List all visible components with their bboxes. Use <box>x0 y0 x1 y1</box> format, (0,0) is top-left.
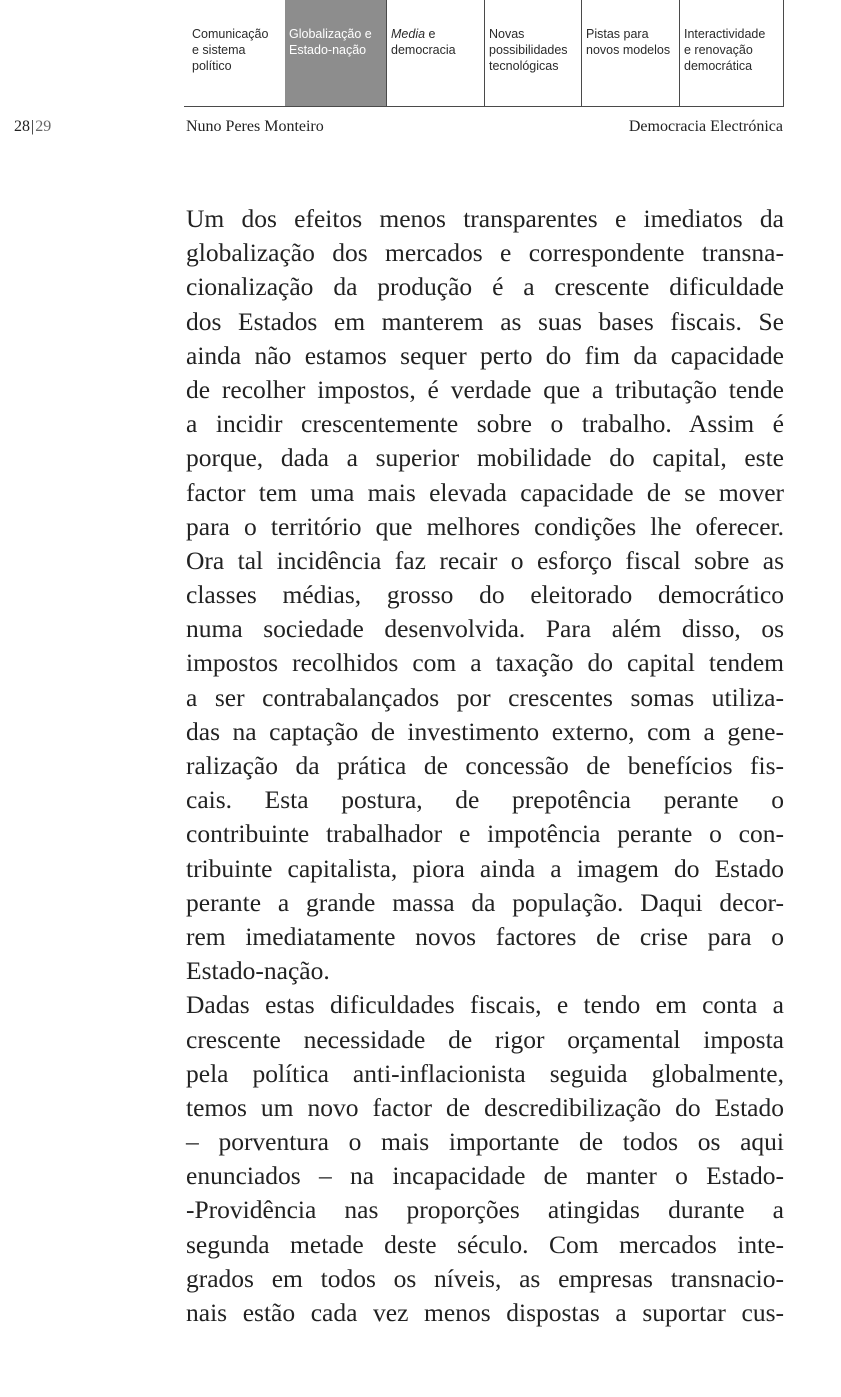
tab-label-line: tecnológicas <box>489 59 559 73</box>
header-divider <box>184 106 784 107</box>
text-line: a incidir crescentemente sobre o trabalho. Assim é <box>186 409 784 439</box>
paragraph <box>186 988 784 1330</box>
tab-interactividade[interactable] <box>679 0 784 106</box>
text-line: perante a grande massa da população. Daqui decor- <box>186 887 784 917</box>
tab-label-line: Estado-nação <box>289 43 367 57</box>
tab-label-line: democracia <box>391 43 456 57</box>
text-line: temos um novo factor de descredibilização do Estado <box>186 1092 784 1122</box>
tab-label-line: novos modelos <box>586 43 671 57</box>
section-tabs <box>184 0 784 106</box>
tab-label-line: e renovação <box>684 43 753 57</box>
text-line: Um dos efeitos menos transparentes e imediatos da <box>186 204 784 233</box>
text-line: ralização da prática de concessão de benefícios fis- <box>186 751 784 780</box>
text-line: cais. Esta postura, de prepotência perante o <box>186 785 784 815</box>
tab-label-line: Comunicação <box>192 27 269 41</box>
text-line: segunda metade deste século. Com mercados inte- <box>186 1229 784 1259</box>
text-line: numa sociedade desenvolvida. Para além disso, os <box>186 614 784 644</box>
book-title: Democracia Electrónica <box>628 118 783 135</box>
text-line: nais estão cada vez menos dispostas a suportar cus- <box>186 1298 784 1327</box>
tab-label-italic-word: Media <box>391 27 426 41</box>
tab-label-line: possibilidades <box>489 43 568 57</box>
text-line: crescente necessidade de rigor orçamental imposta <box>186 1024 784 1054</box>
page-number-separator: | <box>31 118 35 135</box>
page-number-right: 29 <box>35 118 52 135</box>
text-line: Estado-nação. <box>186 956 330 986</box>
text-line: grados em todos os níveis, as empresas transnacio- <box>186 1263 784 1293</box>
text-line: porque, dada a superior mobilidade do capital, este <box>186 443 784 473</box>
author-name: Nuno Peres Monteiro <box>186 118 324 135</box>
tab-pistas-novos-modelos[interactable] <box>581 0 679 106</box>
page-number-left: 28 <box>14 118 30 135</box>
text-line: factor tem uma mais elevada capacidade de se mover <box>186 477 784 507</box>
text-line: pela política anti-inflacionista seguida globalmente, <box>186 1058 784 1088</box>
page-number <box>14 118 51 136</box>
text-line: classes médias, grosso do eleitorado democrático <box>186 580 784 610</box>
text-line: contribuinte trabalhador e impotência perante o con- <box>186 819 784 849</box>
text-line: cionalização da produção é a crescente dificuldade <box>186 272 784 302</box>
text-line: de recolher impostos, é verdade que a tributação tende <box>186 374 784 404</box>
text-line: globalização dos mercados e correspondente transna- <box>186 238 784 268</box>
tab-label-line: político <box>192 59 232 73</box>
tab-label-line: Novas <box>489 27 525 41</box>
tab-globalizacao-estado-nacao[interactable] <box>285 0 386 106</box>
tab-novas-possibilidades[interactable] <box>484 0 581 106</box>
tab-label-line: Media e <box>391 27 436 41</box>
text-line: – porventura o mais importante de todos os aqui <box>186 1127 784 1157</box>
body-text <box>186 202 784 1330</box>
text-line: dos Estados em manterem as suas bases fiscais. Se <box>186 306 784 336</box>
text-line: -Providência nas proporções atingidas durante a <box>186 1195 784 1225</box>
text-line: ainda não estamos sequer perto do fim da capacidade <box>186 340 784 370</box>
text-line: Dadas estas dificuldades fiscais, e tendo em conta a <box>186 990 784 1020</box>
tab-media-democracia[interactable] <box>386 0 484 106</box>
text-line: para o território que melhores condições lhe oferecer. <box>186 511 784 541</box>
text-line: das na captação de investimento externo, com a gene- <box>186 716 784 746</box>
tab-label-line: Globalização e <box>289 27 372 41</box>
tab-label-line: democrática <box>684 59 753 73</box>
text-line: rem imediatamente novos factores de crise para o <box>186 921 784 951</box>
tab-label-line: Interactividade <box>684 27 766 41</box>
text-line: Ora tal incidência faz recair o esforço fiscal sobre as <box>186 545 784 575</box>
text-line: tribuinte capitalista, piora ainda a imagem do Estado <box>186 853 784 883</box>
paragraph <box>186 202 784 988</box>
tab-label-line: e sistema <box>192 43 246 57</box>
tab-comunicacao-sistema-politico[interactable] <box>184 0 285 106</box>
text-line: enunciados – na incapacidade de manter o Estado- <box>186 1161 784 1191</box>
text-line: impostos recolhidos com a taxação do capital tendem <box>186 648 784 678</box>
tab-label-line: Pistas para <box>586 27 649 41</box>
text-line: a ser contrabalançados por crescentes somas utiliza- <box>186 682 784 712</box>
